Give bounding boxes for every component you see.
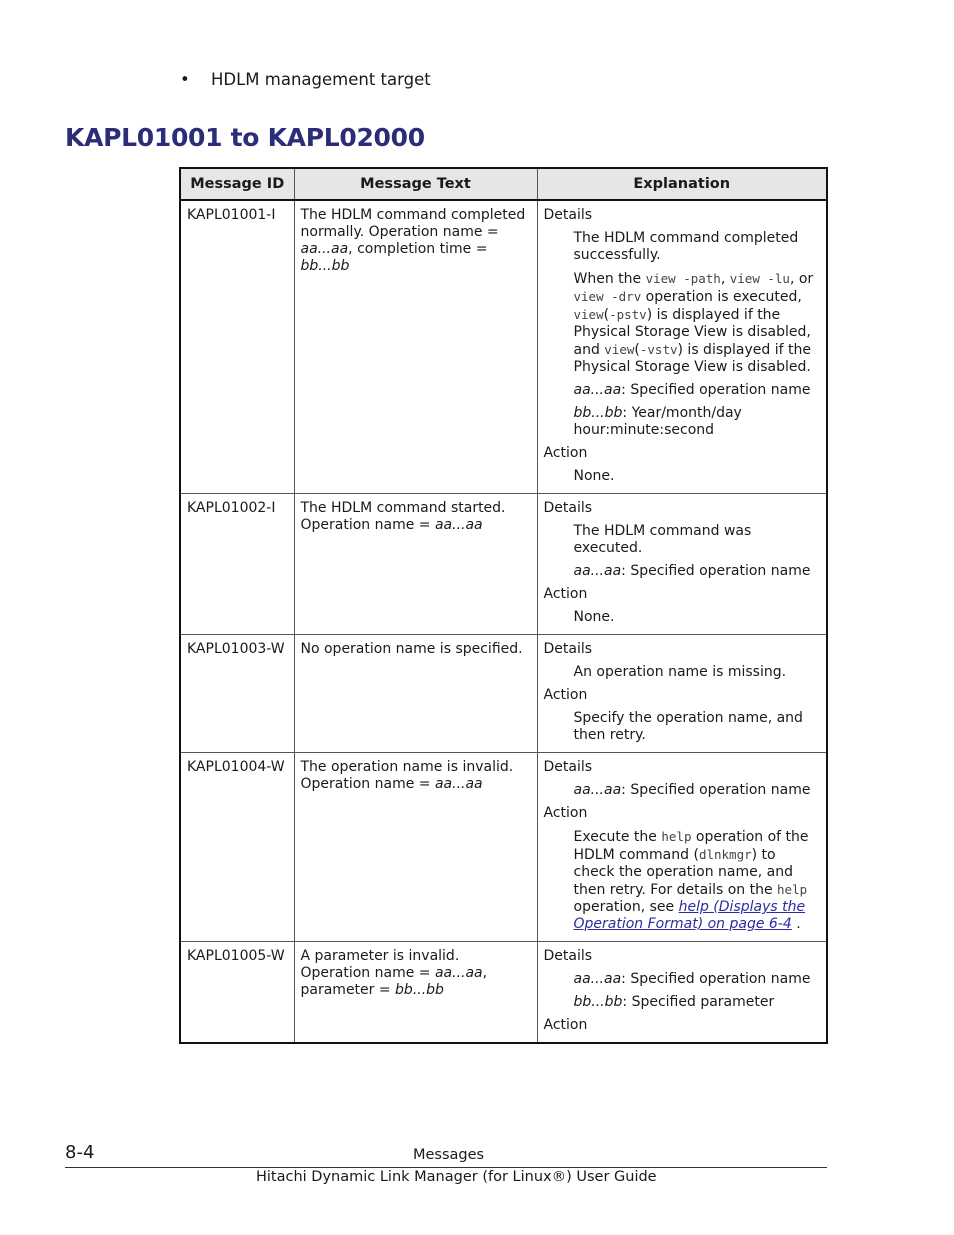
variable-placeholder: aa...aa — [573, 382, 622, 398]
action-label: Action — [543, 445, 588, 461]
text-run: : Specified operation name — [621, 382, 811, 398]
text-run: operation is executed, — [641, 289, 802, 305]
footer-divider — [65, 1167, 827, 1168]
text-run: ) is displayed if the Physical Storage View is disabled. — [573, 342, 811, 375]
message-text-cell — [294, 942, 537, 1044]
details-label: Details — [543, 500, 593, 516]
explanation-cell — [537, 753, 827, 942]
footer-page-number: 8-4 — [65, 1142, 95, 1163]
details-paragraph — [574, 782, 822, 799]
text-run: A parameter is invalid. Operation name = — [300, 948, 460, 981]
message-text-cell — [294, 753, 537, 942]
header-explanation: Explanation — [537, 168, 827, 200]
variable-placeholder: aa...aa — [573, 971, 622, 987]
action-label: Action — [543, 687, 588, 703]
command-code: view -drv — [573, 289, 642, 304]
action-paragraph — [574, 710, 822, 744]
variable-placeholder: bb...bb — [395, 982, 444, 998]
details-paragraph — [574, 971, 822, 988]
details-paragraph — [574, 523, 822, 557]
variable-placeholder: aa...aa — [300, 241, 349, 257]
variable-placeholder: aa...aa — [434, 776, 483, 792]
text-run: An operation name is missing. — [573, 664, 787, 680]
message-text-cell — [294, 200, 537, 494]
bullet-item — [180, 70, 431, 89]
table-row — [180, 753, 827, 942]
text-run: , completion time = — [348, 241, 488, 257]
command-code: view — [573, 307, 604, 322]
command-code: view -lu — [729, 271, 790, 286]
table-row — [180, 635, 827, 753]
text-run: , parameter = — [300, 965, 488, 998]
details-label: Details — [543, 759, 593, 775]
text-run: : Specified operation name — [621, 782, 811, 798]
details-paragraph — [574, 994, 822, 1011]
text-run: The HDLM command was executed. — [573, 523, 752, 556]
message-text-cell — [294, 635, 537, 753]
variable-placeholder: bb...bb — [573, 994, 623, 1010]
action-label: Action — [543, 1017, 588, 1033]
bullet-symbol: • — [180, 70, 190, 89]
details-paragraph — [574, 382, 822, 399]
command-code: -pstv — [609, 307, 647, 322]
message-table — [179, 167, 828, 1044]
text-run: The operation name is invalid. Operation name = — [300, 759, 514, 792]
details-label: Details — [543, 641, 593, 657]
variable-placeholder: bb...bb — [300, 258, 350, 274]
message-id-cell: KAPL01004-W — [180, 753, 294, 942]
text-run: None. — [573, 468, 615, 484]
details-paragraph — [574, 230, 822, 264]
cross-reference-link[interactable]: help (Displays the Operation Format) on page 6-4 — [573, 899, 806, 932]
text-run: operation, see — [573, 899, 679, 915]
text-run: : Year/month/day hour:minute:second — [573, 405, 742, 438]
table-row — [180, 494, 827, 635]
table-row — [180, 942, 827, 1044]
explanation-cell — [537, 635, 827, 753]
action-label: Action — [543, 586, 588, 602]
text-run: The HDLM command started. Operation name = — [300, 500, 506, 533]
text-run: None. — [573, 609, 615, 625]
text-run: ( — [634, 342, 640, 358]
message-id-cell: KAPL01003-W — [180, 635, 294, 753]
command-code: view -path — [645, 271, 721, 286]
text-run: : Specified operation name — [621, 563, 811, 579]
command-code: help — [777, 882, 808, 897]
text-run: When the — [573, 271, 646, 287]
details-paragraph — [574, 664, 822, 681]
text-run: , or — [789, 271, 814, 287]
message-id-cell: KAPL01002-I — [180, 494, 294, 635]
explanation-cell — [537, 494, 827, 635]
footer-section-name: Messages — [413, 1147, 485, 1163]
variable-placeholder: aa...aa — [434, 517, 483, 533]
bullet-text: HDLM management target — [211, 70, 431, 89]
text-run: No operation name is specified. — [300, 641, 523, 657]
table-row — [180, 200, 827, 494]
text-run: operation of the HDLM command ( — [573, 829, 809, 863]
text-run: ( — [603, 307, 610, 323]
text-run: Specify the operation name, and then retry. — [573, 710, 803, 743]
explanation-cell — [537, 200, 827, 494]
variable-placeholder: bb...bb — [573, 405, 623, 421]
text-run: : Specified operation name — [621, 971, 811, 987]
text-run: : Specified parameter — [622, 994, 775, 1010]
table-header — [180, 168, 827, 200]
text-run: Execute the — [573, 829, 662, 845]
action-label: Action — [543, 805, 588, 821]
footer-guide-title: Hitachi Dynamic Link Manager (for Linux®) User Guide — [256, 1169, 657, 1185]
text-run: ) to check the operation name, and then retry. For details on the — [573, 847, 793, 898]
variable-placeholder: aa...aa — [573, 782, 622, 798]
text-run: ) is displayed if the Physical Storage View is disabled, and — [573, 307, 811, 358]
command-code: -vstv — [639, 342, 678, 357]
details-paragraph — [574, 270, 822, 376]
message-id-cell: KAPL01005-W — [180, 942, 294, 1044]
details-label: Details — [543, 207, 593, 223]
action-paragraph — [574, 828, 822, 933]
message-id-cell: KAPL01001-I — [180, 200, 294, 494]
command-code: view — [604, 342, 635, 357]
text-run: The HDLM command completed normally. Operation name = — [300, 207, 526, 240]
section-title: KAPL01001 to KAPL02000 — [65, 123, 425, 152]
text-run: . — [791, 916, 801, 932]
text-run: The HDLM command completed successfully. — [573, 230, 799, 263]
variable-placeholder: aa...aa — [573, 563, 622, 579]
explanation-cell — [537, 942, 827, 1044]
header-message-text: Message Text — [294, 168, 537, 200]
header-message-id: Message ID — [180, 168, 294, 200]
details-paragraph — [574, 405, 822, 439]
details-label: Details — [543, 948, 593, 964]
table-body — [180, 200, 827, 1043]
action-paragraph — [574, 468, 822, 485]
details-paragraph — [574, 563, 822, 580]
variable-placeholder: aa...aa — [434, 965, 483, 981]
command-code: dlnkmgr — [698, 847, 752, 862]
message-text-cell — [294, 494, 537, 635]
command-code: help — [661, 829, 692, 844]
text-run: , — [720, 271, 730, 287]
action-paragraph — [574, 609, 822, 626]
